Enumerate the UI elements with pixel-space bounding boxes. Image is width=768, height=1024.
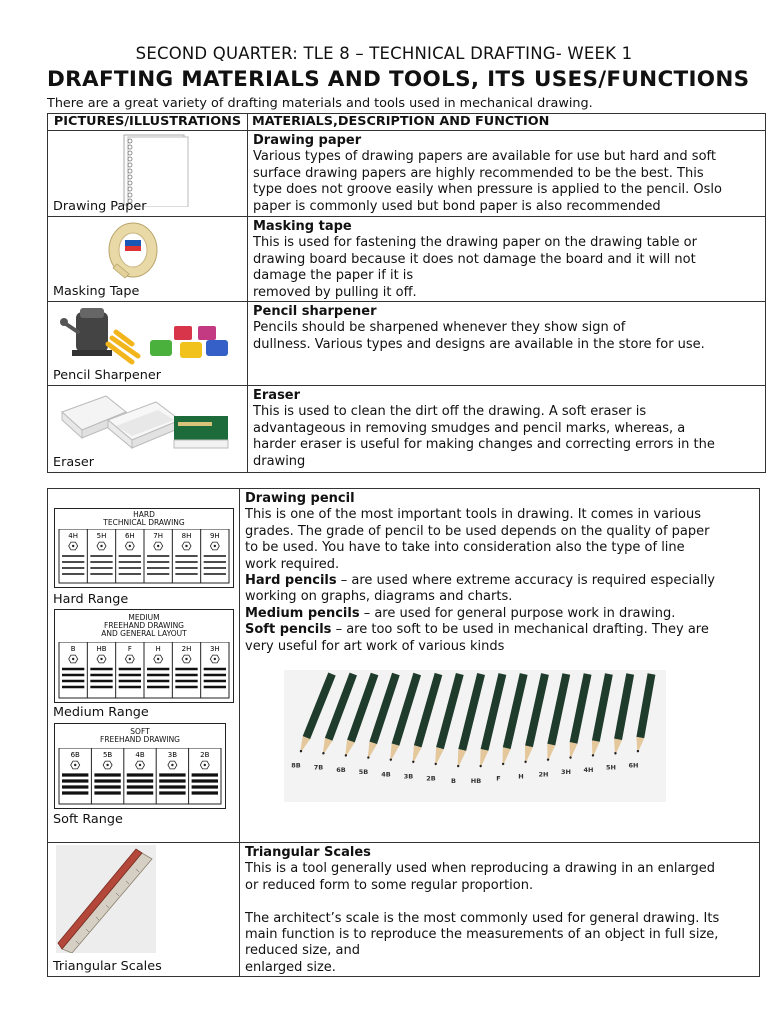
pencil-lead — [390, 758, 392, 760]
pencil-lead — [322, 752, 324, 754]
grade-label: B — [70, 645, 76, 653]
desc-line: paper is commonly used but bond paper is also recommended — [253, 198, 661, 214]
pencil-grade-label: H — [518, 772, 524, 781]
soft-range-chart — [54, 723, 226, 809]
pencil-lead — [435, 763, 437, 765]
row-label: Soft Range — [53, 812, 123, 827]
pencil-grade-label: 3H — [561, 768, 571, 777]
desc-line: or reduced form to some regular proportion. — [245, 877, 534, 893]
range-title: FREEHAND DRAWING — [100, 735, 180, 744]
soft-grade-grid — [55, 748, 225, 806]
pencil-grade-label: 4H — [583, 765, 594, 774]
description-cell — [240, 843, 760, 977]
picture-cell — [48, 386, 248, 473]
pencil-lead — [592, 754, 594, 756]
pencil-lead — [345, 754, 347, 756]
grade-label: 6H — [124, 532, 135, 540]
grade-label: 4H — [68, 532, 79, 540]
pencil-set-illustration — [284, 670, 666, 802]
pencil-lead — [614, 752, 616, 754]
grade-label: 9H — [209, 532, 220, 540]
col-pictures-header: PICTURES/ILLUSTRATIONS — [48, 114, 248, 131]
picture-cell — [48, 843, 240, 977]
desc-line: to be used. You have to take into consideration also the type of line — [245, 540, 685, 556]
hard-pencils-text: – are used where extreme accuracy is required especially — [336, 573, 715, 589]
pencil-grade-label: 4B — [381, 770, 391, 779]
grade-label: 4B — [135, 751, 145, 759]
grade-label: 3H — [209, 645, 220, 653]
lead-dot-icon — [139, 764, 141, 766]
col-description-header: MATERIALS,DESCRIPTION AND FUNCTION — [248, 114, 766, 131]
page-title: DRAFTING MATERIALS AND TOOLS, ITS USES/FUNCTIONS — [47, 67, 750, 92]
pencil-lead — [367, 756, 369, 758]
pencil-grade-label: 6B — [336, 765, 346, 774]
lead-dot-icon — [72, 658, 74, 660]
lead-dot-icon — [157, 658, 159, 660]
blank-line — [245, 894, 754, 910]
range-title: TECHNICAL DRAWING — [103, 518, 185, 527]
picture-cell — [48, 217, 248, 302]
row-label: Triangular Scales — [53, 959, 162, 975]
pencil-sharpener-illustration — [52, 304, 238, 370]
desc-line: This is a tool generally used when reproducing a drawing in an enlarged — [245, 861, 716, 877]
lead-dot-icon — [214, 658, 216, 660]
eraser-illustration — [56, 390, 232, 454]
grade-label: 5H — [96, 532, 107, 540]
medium-pencils-line — [245, 606, 754, 622]
lead-dot-icon — [204, 764, 206, 766]
pencil-grade-label: 2B — [426, 774, 436, 783]
grade-label: 5B — [102, 751, 113, 759]
item-title: Pencil sharpener — [253, 304, 377, 320]
range-title: FREEHAND DRAWING — [104, 621, 184, 630]
pencil-grade-label: HB — [470, 776, 482, 785]
medium-pencils-term: Medium pencils — [245, 605, 360, 621]
grade-label: F — [127, 645, 132, 653]
grade-label: 6B — [70, 751, 80, 759]
table-row — [48, 386, 766, 473]
drawing-paper-illustration — [106, 133, 206, 207]
pencil-grade-label: B — [451, 776, 456, 785]
grade-label: 2B — [200, 751, 210, 759]
item-title: Drawing pencil — [245, 491, 355, 506]
desc-line: enlarged size. — [245, 959, 336, 975]
pencil-grade-label: 2H — [538, 770, 549, 779]
lead-dot-icon — [100, 658, 102, 660]
lead-dot-icon — [214, 545, 216, 547]
lead-dot-icon — [100, 545, 102, 547]
quarter-heading: SECOND QUARTER: TLE 8 – TECHNICAL DRAFTING- WEEK 1 — [135, 44, 633, 63]
pencil-lead — [524, 761, 526, 763]
pencil-lead — [300, 750, 302, 752]
range-title: HARD — [133, 510, 155, 519]
table-row — [48, 843, 760, 977]
description-cell — [248, 217, 766, 302]
pencil-grade-label: 5H — [606, 763, 616, 772]
lead-dot-icon — [185, 545, 187, 547]
table-row — [48, 489, 760, 843]
row-label: Pencil Sharpener — [53, 368, 162, 384]
pencil-lead — [569, 756, 571, 758]
item-title: Eraser — [253, 388, 301, 404]
lead-dot-icon — [72, 545, 74, 547]
desc-line: drawing board because it does not damage the board and it will not — [253, 251, 696, 267]
desc-line: damage the paper if it is — [253, 268, 414, 284]
table-row — [48, 302, 766, 386]
picture-cell — [48, 302, 248, 386]
medium-grade-grid — [55, 642, 233, 700]
description-cell — [240, 489, 760, 843]
pencil-lead — [547, 758, 549, 760]
table-row — [48, 217, 766, 302]
desc-line: very useful for art work of various kinds — [245, 638, 505, 654]
item-title: Triangular Scales — [245, 845, 371, 860]
hard-grade-grid — [55, 529, 233, 585]
desc-line: This is used to clean the dirt off the drawing. A soft eraser is — [253, 404, 647, 420]
pencil-lead — [412, 761, 414, 763]
desc-line: advantageous in removing smudges and pencil marks, whereas, a — [253, 420, 686, 436]
picture-cell — [48, 131, 248, 217]
grade-label: 8H — [181, 532, 192, 540]
hard-range-chart — [54, 508, 234, 588]
grade-label: 3B — [167, 751, 178, 759]
row-label: Medium Range — [53, 705, 149, 720]
pencil-grade-label: 6H — [628, 761, 639, 770]
desc-line: reduced size, and — [245, 943, 361, 959]
row-label: Drawing Paper — [53, 199, 147, 214]
hard-pencils-term: Hard pencils — [245, 573, 337, 589]
hard-pencils-line — [245, 573, 754, 589]
lead-dot-icon — [129, 658, 131, 660]
item-title: Drawing paper — [253, 133, 362, 148]
item-title: Masking tape — [253, 219, 352, 234]
pencil-grade-label: 5B — [358, 768, 369, 777]
soft-pencils-text: – are too soft to be used in mechanical drafting. They are — [331, 622, 709, 638]
range-title: AND GENERAL LAYOUT — [101, 629, 187, 638]
desc-line: removed by pulling it off. — [253, 284, 417, 300]
pencil-grade-label: 7B — [313, 763, 324, 772]
row-label: Masking Tape — [53, 284, 140, 300]
desc-line: working on graphs, diagrams and charts. — [245, 589, 513, 605]
desc-line: Various types of drawing papers are available for use but hard and soft — [253, 149, 716, 165]
soft-pencils-term: Soft pencils — [245, 622, 332, 638]
description-cell — [248, 302, 766, 386]
desc-line: harder eraser is useful for making changes and correcting errors in the — [253, 437, 715, 453]
desc-line: The architect’s scale is the most commonly used for general drawing. Its — [245, 910, 720, 926]
pencil-lead — [479, 765, 481, 767]
tools-table — [47, 488, 760, 977]
lead-dot-icon — [74, 764, 76, 766]
desc-line: type does not groove easily when pressure is applied to the pencil. Oslo — [253, 182, 722, 198]
lead-dot-icon — [185, 658, 187, 660]
desc-line: work required. — [245, 556, 340, 572]
pencil-grade-label: F — [496, 774, 501, 783]
desc-line: Pencils should be sharpened whenever they show sign of — [253, 320, 626, 336]
grade-label: 7H — [153, 532, 164, 540]
desc-line: drawing — [253, 453, 306, 469]
materials-table — [47, 113, 766, 473]
table-row — [48, 131, 766, 217]
table-header-row — [48, 114, 766, 131]
row-label: Hard Range — [53, 592, 129, 607]
masking-tape-illustration — [103, 220, 163, 280]
medium-pencils-text: – are used for general purpose work in drawing. — [359, 605, 676, 621]
description-cell — [248, 131, 766, 217]
pencil-grade-label: 3B — [403, 772, 414, 781]
intro-text: There are a great variety of drafting materials and tools used in mechanical drawing. — [47, 96, 593, 111]
pencil-lead — [637, 750, 639, 752]
lead-dot-icon — [171, 764, 173, 766]
row-label: Eraser — [53, 455, 94, 471]
range-title: SOFT — [130, 727, 150, 736]
soft-pencils-line — [245, 622, 754, 638]
grade-label: 2H — [181, 645, 192, 653]
triangular-scale-illustration — [56, 845, 156, 953]
description-cell — [248, 386, 766, 473]
desc-line: grades. The grade of pencil to be used depends on the quality of paper — [245, 523, 710, 539]
desc-line: main function is to reproduce the measurements of an object in full size, — [245, 927, 719, 943]
pencil-grade-label: 8B — [291, 761, 301, 770]
range-title: MEDIUM — [128, 613, 160, 622]
medium-range-chart — [54, 609, 234, 703]
grade-label: HB — [96, 645, 107, 653]
picture-cell — [48, 489, 240, 843]
desc-line: This is one of the most important tools in drawing. It comes in various — [245, 507, 702, 523]
pencil-lead — [457, 765, 459, 767]
pencil-lead — [502, 763, 504, 765]
lead-dot-icon — [157, 545, 159, 547]
desc-line: surface drawing papers are highly recommended to be the best. This — [253, 165, 704, 181]
desc-line: This is used for fastening the drawing paper on the drawing table or — [253, 235, 697, 251]
lead-dot-icon — [106, 764, 108, 766]
lead-dot-icon — [129, 545, 131, 547]
grade-label: H — [155, 645, 161, 653]
desc-line: dullness. Various types and designs are available in the store for use. — [253, 336, 705, 352]
